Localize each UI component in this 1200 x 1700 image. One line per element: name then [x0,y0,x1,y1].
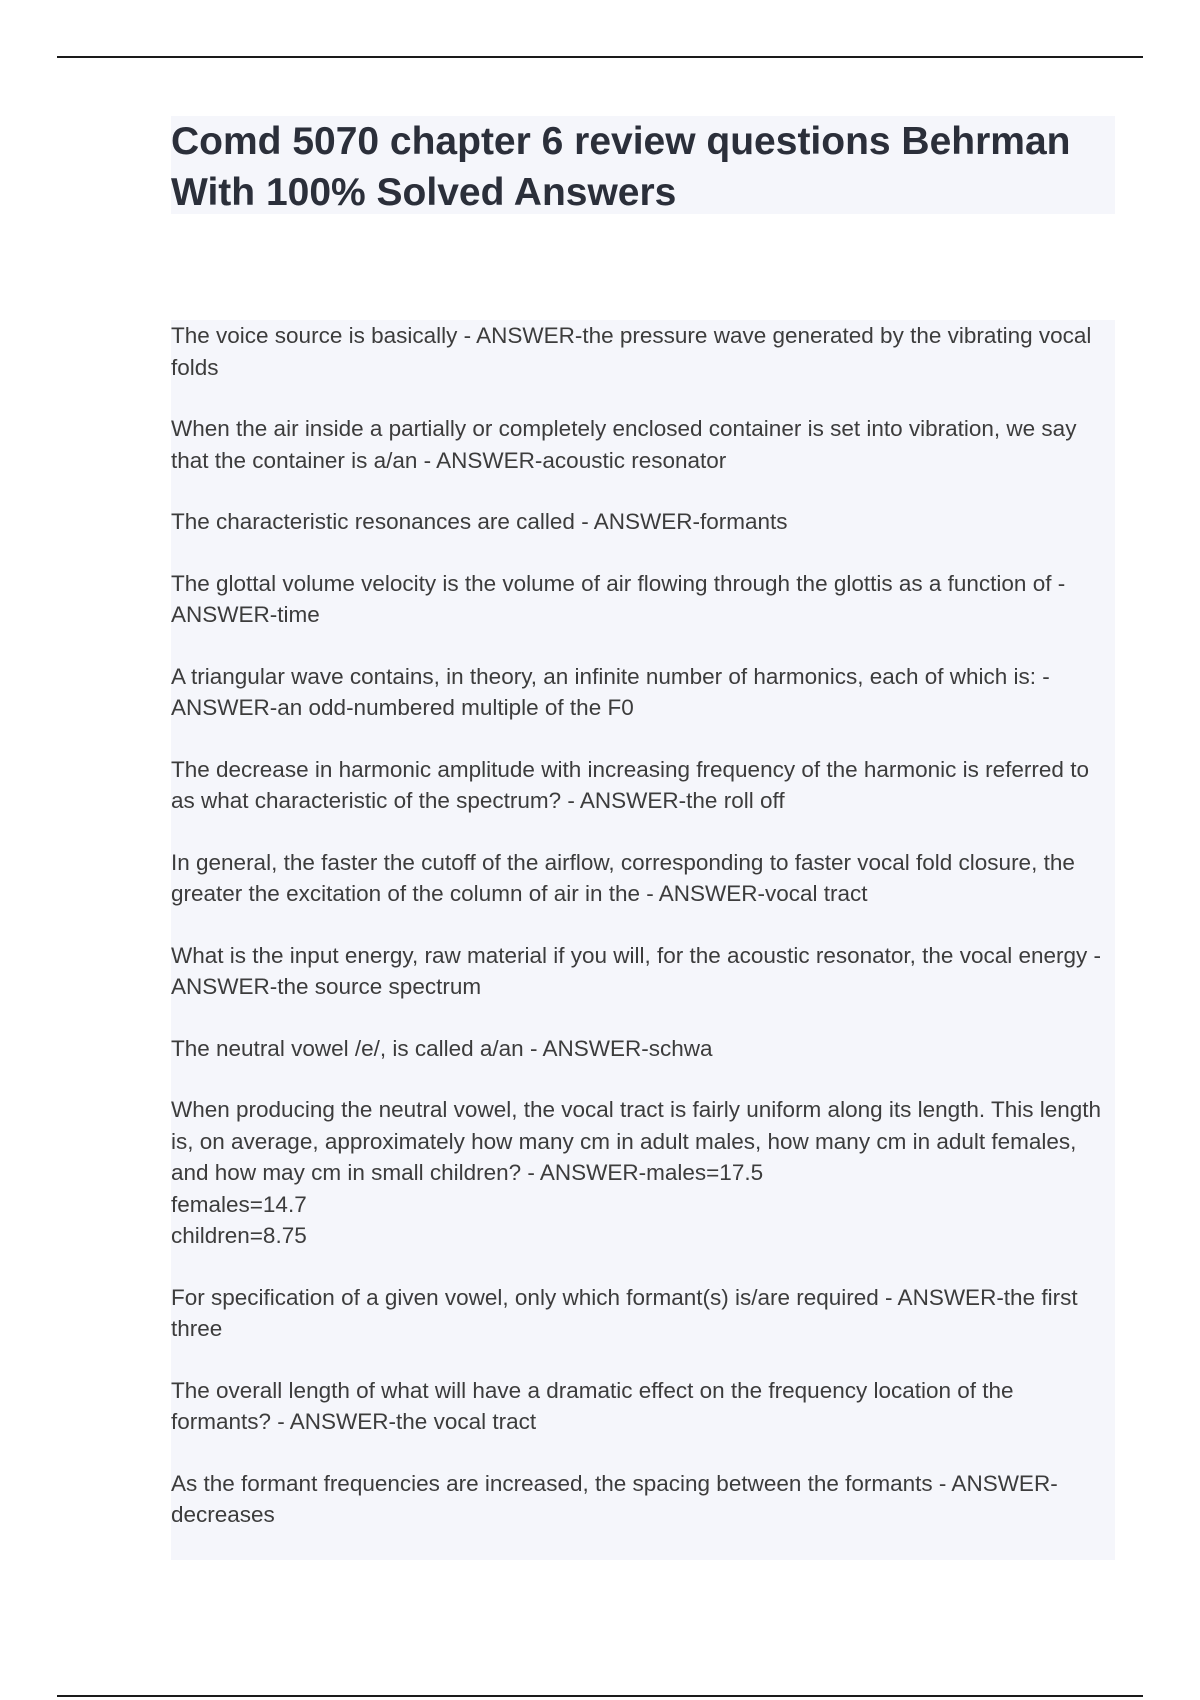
bottom-rule [57,1695,1143,1697]
qa-item: The overall length of what will have a dramatic effect on the frequency location of the formants? - ANSWER-the vocal tract [171,1377,1014,1434]
qa-item: The voice source is basically - ANSWER-the pressure wave generated by the vibrating vocal folds [171,323,1092,380]
qa-item: When producing the neutral vowel, the vocal tract is fairly uniform along its length. This length is, on average, approximately how many cm in adult males, how many cm in adult females, and how may cm in small children? - ANSWER-males=17.5 females=14.7 children=8.75 [171,1097,1102,1248]
qa-item: As the formant frequencies are increased, the spacing between the formants - ANSWER-decreases [171,1470,1058,1527]
qa-item: For specification of a given vowel, only which formant(s) is/are required - ANSWER-the first three [171,1284,1078,1341]
title-block [171,116,1115,214]
qa-item: When the air inside a partially or completely enclosed container is set into vibration, we say that the container is a/an - ANSWER-acoustic resonator [171,416,1077,473]
qa-item: The neutral vowel /e/, is called a/an - ANSWER-schwa [171,1035,713,1061]
qa-item: The decrease in harmonic amplitude with increasing frequency of the harmonic is referred to as what characteristic of the spectrum? - ANSWER-the roll off [171,756,1089,813]
qa-item: The characteristic resonances are called - ANSWER-formants [171,509,788,534]
qa-list [171,320,1115,1531]
qa-item: What is the input energy, raw material if you will, for the acoustic resonator, the vocal energy - ANSWER-the source spectrum [171,942,1102,999]
qa-item: In general, the faster the cutoff of the airflow, corresponding to faster vocal fold closure, the greater the excitation of the column of air in the - ANSWER-vocal tract [171,849,1075,906]
qa-item: A triangular wave contains, in theory, an infinite number of harmonics, each of which is: - ANSWER-an odd-numbered multiple of the F0 [171,663,1050,720]
top-rule [57,56,1143,58]
qa-item: The glottal volume velocity is the volume of air flowing through the glottis as a function of - ANSWER-time [171,570,1066,627]
page-title: Comd 5070 chapter 6 review questions Behrman With 100% Solved Answers [171,120,1071,214]
qa-block [171,320,1115,1560]
